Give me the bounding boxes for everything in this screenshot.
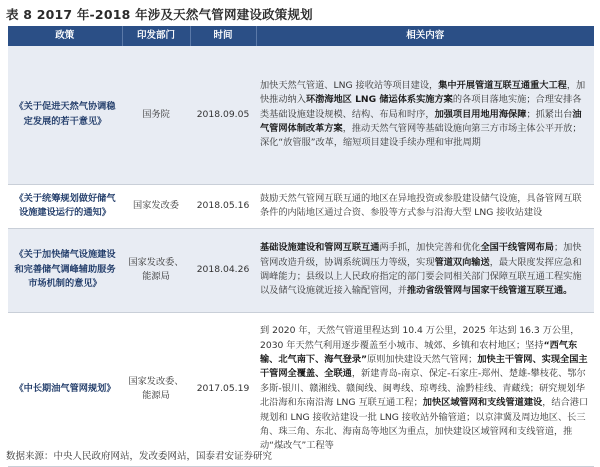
table-row — [8, 228, 594, 312]
header-dept: 印发部门 — [122, 26, 190, 46]
content-highlight: 全国干线管网布局 — [480, 242, 554, 254]
table-header-row — [8, 26, 594, 46]
content-text: 鼓励天然气管网互联互通的地区在异地投资或参股建设储气设施，具备管网互联条件的内陆地区通过合资、参股等方式参与沿海大型 LNG 接收站建设 — [260, 192, 582, 218]
table-title: 表 8 2017 年-2018 年涉及天然气管网建设政策规划 — [6, 7, 313, 22]
table-row — [8, 184, 594, 228]
issuing-department: 国务院 — [122, 46, 190, 184]
content-highlight: 油气管网体制改革方案 — [260, 108, 582, 134]
header-time: 时间 — [190, 26, 256, 46]
content-text: 加快天然气管道、LNG 接收站等项目建设， — [260, 79, 439, 91]
content-text: 两手抓，加快完善和优化 — [379, 242, 481, 254]
content-highlight: “西气东输、北气南下、海气登录” — [260, 339, 578, 365]
content-highlight: 加快主干管网、实现全国主干管网全覆盖、全联通 — [260, 353, 588, 380]
content-text: ，最大限度发挥应急和调峰能力；县级以上人民政府指定的部门要会同相关部门保障互联互通工程实施以及储气设施就近接入输配管网，并 — [260, 256, 582, 297]
content-text: ；抓紧出台 — [526, 108, 573, 120]
content-text: 的各项目落地实施；合理安排各类基础设施建设规模、结构、布局和时序， — [260, 94, 582, 120]
content-highlight: 推动省级管网与国家干线管道互联互通。 — [407, 285, 573, 297]
content-highlight: 环渤海地区 LNG 储运体系实施方案 — [305, 94, 453, 106]
policy-name: 《关于促进天然气协调稳定发展的若干意见》 — [8, 46, 122, 184]
table-row — [8, 46, 594, 184]
issuing-department: 国家发改委、能源局 — [122, 228, 190, 312]
content-text: ，加快推动纳入 — [260, 79, 586, 106]
policy-content — [256, 228, 594, 312]
table-row — [8, 312, 594, 466]
policy-name: 《关于加快储气设施建设和完善储气调峰辅助服务市场机制的意见》 — [8, 228, 122, 312]
policy-content — [256, 184, 594, 228]
content-text: 到 2020 年，天然气管道里程达到 10.4 万公里，2025 年达到 16.3 万公里，2030 年天然气利用逐步覆盖至小城市、城郊、乡镇和农村地区；坚持 — [260, 325, 580, 351]
content-highlight: 管道双向输送 — [434, 256, 490, 268]
policy-content — [256, 312, 594, 466]
content-text: 原则加快建设天然气管网； — [367, 353, 478, 365]
issue-date: 2017.05.19 — [190, 312, 256, 466]
content-highlight: 基础设施建设和管网互联互通 — [260, 242, 380, 254]
issue-date: 2018.05.16 — [190, 184, 256, 228]
header-content: 相关内容 — [256, 26, 594, 46]
content-highlight: 加强项目用地用海保障 — [434, 108, 527, 120]
content-text: ，新建青岛-南京、保定-石家庄-郑州、楚雄-攀枝花、鄂尔多斯-银川、赣湘线、赣闽线、闽粤线、琼粤线、渝黔桂线、青藏线；研究规划华北沿海和东南沿海 LNG 互联互通工程； — [260, 368, 586, 409]
policy-name: 《中长期油气管网规划》 — [8, 312, 122, 466]
content-highlight: 集中开展管道互联互通重大工程 — [438, 79, 567, 91]
policy-table — [8, 26, 594, 467]
policy-name: 《关于统筹规划做好储气设施建设运行的通知》 — [8, 184, 122, 228]
issue-date: 2018.09.05 — [190, 46, 256, 184]
header-policy: 政策 — [8, 26, 122, 46]
source-note: 数据来源：中央人民政府网站，发改委网站，国泰君安证券研究 — [6, 451, 273, 462]
issue-date: 2018.04.26 — [190, 228, 256, 312]
content-text: ，推动天然气管网等基础设施向第三方市场主体公平开放；深化“放管服”改革，缩短项目建设手续办理和审批周期 — [260, 122, 582, 149]
policy-content — [256, 46, 594, 184]
issuing-department: 国家发改委、能源局 — [122, 312, 190, 466]
issuing-department: 国家发改委 — [122, 184, 190, 228]
content-text: ，结合港口规划和 LNG 接收站建设一批 LNG 接收站外输管道；以京津冀及周边地区、长三角、珠三角、东北、海南岛等地区为重点，加快建设区域管网和支线管道，推动“煤改气”工程等 — [260, 397, 589, 452]
content-text: ；加快管网改造升级，协调系统调压力等级，实现 — [260, 242, 582, 268]
content-highlight: 加快区域管网和支线管道建设 — [422, 397, 543, 409]
